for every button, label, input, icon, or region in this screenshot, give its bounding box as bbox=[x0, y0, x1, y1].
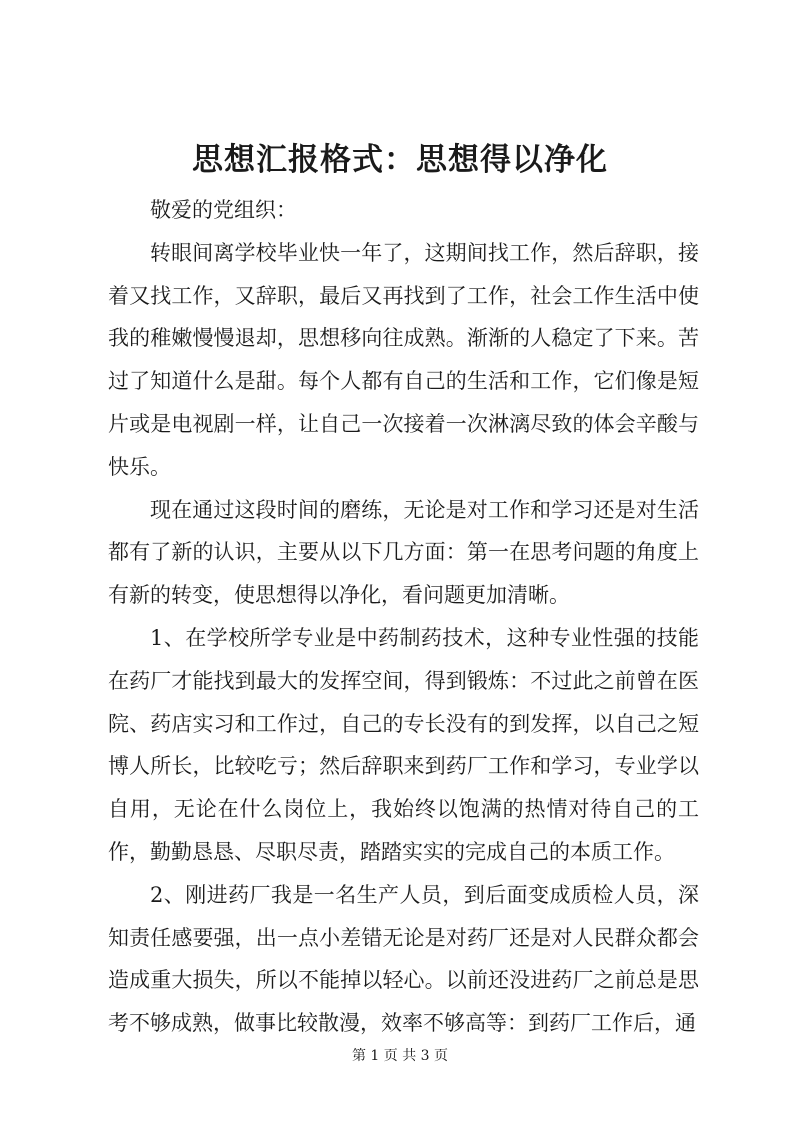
salutation: 敬爱的党组织： bbox=[150, 198, 297, 222]
page-number-footer: 第 1 页 共 3 页 bbox=[351, 1048, 449, 1064]
document-body bbox=[108, 189, 699, 1045]
document-title: 思想汇报格式：思想得以净化 bbox=[192, 142, 608, 178]
paragraph: 现在通过这段时间的磨练，无论是对工作和学习还是对生活都有了新的认识，主要从以下几方面：第一在思考问题的角度上有新的转变，使思想得以净化，看问题更加清晰。 bbox=[108, 497, 699, 608]
paragraph: 转眼间离学校毕业快一年了，这期间找工作，然后辞职，接着又找工作，又辞职，最后又再找到了工作，社会工作生活中使我的稚嫩慢慢退却，思想移向往成熟。渐渐的人稳定了下来。苦过了知道什么是甜。每个人都有自己的生活和工作，它们像是短片或是电视剧一样，让自己一次接着一次淋漓尽致的体会辛酸与快乐。 bbox=[108, 240, 699, 479]
paragraph: 1、在学校所学专业是中药制药技术，这种专业性强的技能在药厂才能找到最大的发挥空间，得到锻炼：不过此之前曾在医院、药店实习和工作过，自己的专长没有的到发挥，以自己之短博人所长，比较吃亏；然后辞职来到药厂工作和学习，专业学以自用，无论在什么岗位上，我始终以饱满的热情对待自己的工作，勤勤恳恳、尽职尽责，踏踏实实的完成自己的本质工作。 bbox=[108, 625, 699, 864]
paragraph: 2、刚进药厂我是一名生产人员，到后面变成质检人员，深知责任感要强，出一点小差错无论是对药厂还是对人民群众都会造成重大损失，所以不能掉以轻心。以前还没进药厂之前总是思考不够成熟，做事比较散漫，效率不够高等：到药厂工作后，通 bbox=[108, 882, 699, 1036]
